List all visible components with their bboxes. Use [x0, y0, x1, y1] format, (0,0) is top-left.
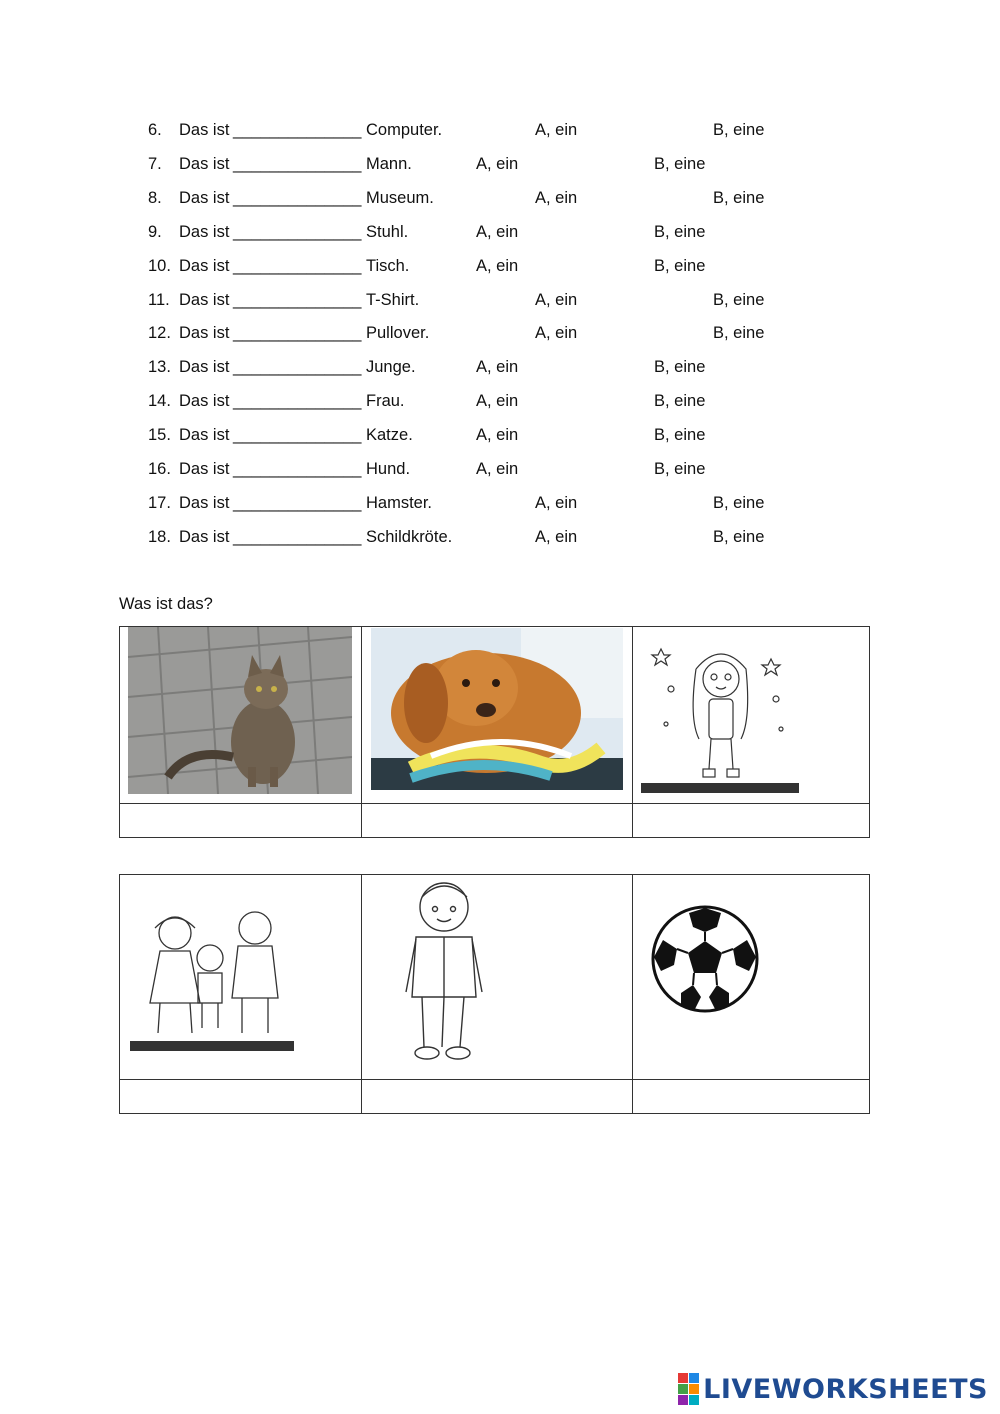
- option-b[interactable]: B, eine: [654, 222, 706, 241]
- answer-blank[interactable]: ______________: [233, 493, 362, 512]
- option-a[interactable]: A, ein: [535, 290, 578, 309]
- option-a[interactable]: A, ein: [476, 358, 519, 377]
- noun-text: T-Shirt.: [366, 290, 420, 309]
- option-a[interactable]: A, ein: [476, 154, 519, 173]
- picture-cell: [633, 627, 870, 804]
- answer-blank[interactable]: ______________: [233, 324, 362, 343]
- option-b[interactable]: B, eine: [713, 493, 765, 512]
- picture-cell: [120, 627, 362, 804]
- logo-text: LIVEWORKSHEETS: [703, 1373, 988, 1405]
- exercise-item: [0, 389, 1000, 413]
- picture-table-1: [119, 626, 870, 838]
- noun-text: Junge.: [366, 358, 416, 377]
- item-number: 11.: [148, 290, 170, 309]
- answer-blank[interactable]: ______________: [233, 188, 362, 207]
- picture-cell: [633, 875, 870, 1080]
- picture-cell: [362, 627, 633, 804]
- option-a[interactable]: A, ein: [476, 222, 519, 241]
- answer-blank[interactable]: ______________: [233, 154, 362, 173]
- option-a[interactable]: A, ein: [535, 493, 578, 512]
- picture-cell: [362, 875, 633, 1080]
- option-a[interactable]: A, ein: [535, 188, 578, 207]
- item-number: 13.: [148, 358, 171, 377]
- picture-cell: [120, 875, 362, 1080]
- exercise-item: [0, 118, 1000, 142]
- boy-drawing: [372, 877, 516, 1073]
- sentence-lead: Das ist: [179, 188, 230, 207]
- section-heading: Was ist das?: [119, 595, 213, 613]
- sentence-lead: Das ist: [179, 324, 230, 343]
- sentence-lead: Das ist: [179, 527, 230, 546]
- noun-text: Katze.: [366, 426, 413, 445]
- noun-text: Hamster.: [366, 493, 433, 512]
- item-number: 8.: [148, 188, 162, 207]
- item-number: 10.: [148, 256, 171, 275]
- item-number: 17.: [148, 493, 171, 512]
- item-number: 15.: [148, 426, 171, 445]
- exercise-item: [0, 491, 1000, 515]
- sentence-lead: Das ist: [179, 256, 230, 275]
- item-number: 9.: [148, 222, 162, 241]
- answer-blank[interactable]: ______________: [233, 222, 362, 241]
- soccer-ball-icon: [651, 905, 759, 1013]
- picture-table-2: [119, 874, 870, 1114]
- noun-text: Stuhl.: [366, 222, 409, 241]
- exercise-item: [0, 355, 1000, 379]
- noun-text: Computer.: [366, 121, 443, 139]
- answer-cell[interactable]: [362, 804, 633, 838]
- option-a[interactable]: A, ein: [476, 426, 519, 445]
- sentence-lead: Das ist: [179, 426, 230, 445]
- answer-blank[interactable]: ______________: [233, 290, 362, 309]
- option-a[interactable]: A, ein: [476, 460, 519, 478]
- option-b[interactable]: B, eine: [713, 121, 765, 139]
- sentence-lead: Das ist: [179, 392, 230, 411]
- exercise-item: [0, 321, 1000, 345]
- liveworksheets-logo: [678, 1372, 988, 1406]
- item-number: 14.: [148, 392, 171, 411]
- logo-mark-icon: [678, 1373, 699, 1405]
- answer-blank[interactable]: ______________: [233, 527, 362, 546]
- puppy-photo: [371, 628, 623, 790]
- option-b[interactable]: B, eine: [654, 256, 706, 275]
- item-number: 6.: [148, 121, 162, 139]
- option-a[interactable]: A, ein: [535, 121, 578, 139]
- noun-text: Museum.: [366, 188, 434, 207]
- answer-blank[interactable]: ______________: [233, 460, 362, 478]
- option-a[interactable]: A, ein: [535, 324, 578, 343]
- option-a[interactable]: A, ein: [476, 392, 519, 411]
- answer-cell[interactable]: [120, 804, 362, 838]
- sentence-lead: Das ist: [179, 154, 230, 173]
- answer-cell[interactable]: [633, 804, 870, 838]
- sentence-lead: Das ist: [179, 493, 230, 512]
- answer-blank[interactable]: ______________: [233, 358, 362, 377]
- noun-text: Mann.: [366, 154, 412, 173]
- exercise-item: [0, 457, 1000, 481]
- option-b[interactable]: B, eine: [654, 426, 706, 445]
- answer-blank[interactable]: ______________: [233, 392, 362, 411]
- cat-photo: [128, 627, 352, 794]
- exercise-item: [0, 254, 1000, 278]
- sentence-lead: Das ist: [179, 290, 230, 309]
- exercise-item: [0, 152, 1000, 176]
- option-a[interactable]: A, ein: [535, 527, 578, 546]
- family-drawing: [130, 903, 294, 1051]
- sentence-lead: Das ist: [179, 358, 230, 377]
- answer-blank[interactable]: ______________: [233, 426, 362, 445]
- option-a[interactable]: A, ein: [476, 256, 519, 275]
- option-b[interactable]: B, eine: [713, 188, 765, 207]
- exercise-item: [0, 220, 1000, 244]
- option-b[interactable]: B, eine: [654, 392, 706, 411]
- answer-cell[interactable]: [362, 1080, 633, 1114]
- item-number: 16.: [148, 460, 171, 478]
- noun-text: Tisch.: [366, 256, 410, 275]
- answer-blank[interactable]: ______________: [233, 121, 362, 139]
- option-b[interactable]: B, eine: [713, 290, 765, 309]
- option-b[interactable]: B, eine: [654, 358, 706, 377]
- exercise-item: [0, 186, 1000, 210]
- answer-cell[interactable]: [120, 1080, 362, 1114]
- exercise-item: [0, 423, 1000, 447]
- exercise-item: [0, 288, 1000, 312]
- item-number: 12.: [148, 324, 171, 343]
- sentence-lead: Das ist: [179, 222, 230, 241]
- item-number: 18.: [148, 527, 171, 546]
- sentence-lead: Das ist: [179, 460, 230, 478]
- noun-text: Hund.: [366, 460, 411, 478]
- option-b[interactable]: B, eine: [654, 154, 706, 173]
- girl-drawing: [641, 629, 799, 793]
- item-number: 7.: [148, 154, 162, 173]
- option-b[interactable]: B, eine: [654, 460, 706, 478]
- noun-text: Frau.: [366, 392, 405, 411]
- exercise-item: [0, 525, 1000, 549]
- sentence-lead: Das ist: [179, 121, 230, 139]
- answer-blank[interactable]: ______________: [233, 256, 362, 275]
- noun-text: Pullover.: [366, 324, 430, 343]
- option-b[interactable]: B, eine: [713, 324, 765, 343]
- option-b[interactable]: B, eine: [713, 527, 765, 546]
- noun-text: Schildkröte.: [366, 527, 453, 546]
- answer-cell[interactable]: [633, 1080, 870, 1114]
